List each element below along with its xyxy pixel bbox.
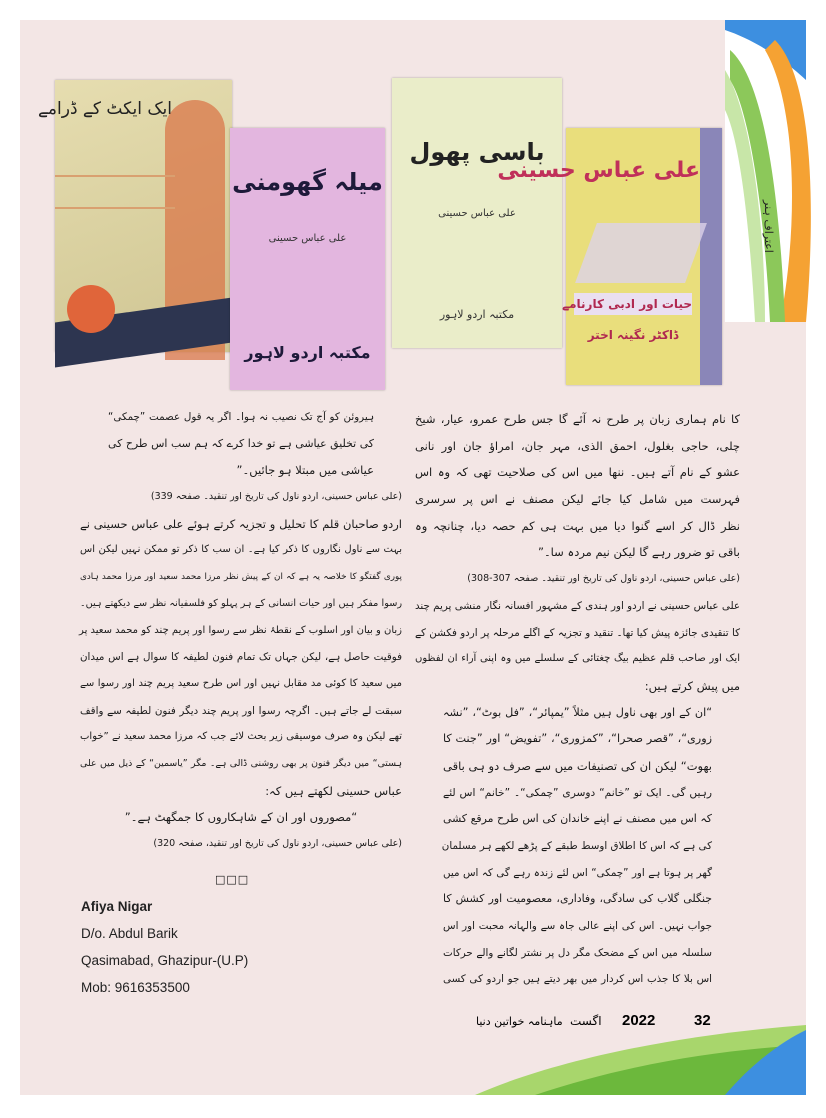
citation: (علی عباس حسینی، اردو ناول کی تاریخ اور تنقید، صفحہ 320) xyxy=(153,838,402,849)
paragraph-line: بہت سے ناول نگاروں کا ذکر کیا ہے۔ ان سب کا ذکر تو ممکن نہیں لیکن اس xyxy=(80,544,402,556)
cover-title: علی عباس حسینی xyxy=(497,158,700,183)
page-footer xyxy=(470,1008,730,1038)
paragraph-line: میں سعید کا کوئی مد مقابل نہیں اور اس طرح سعید پریم چند اور رسوا سے xyxy=(80,677,402,689)
author-phone: Mob: 9616353500 xyxy=(81,980,190,995)
paragraph-line: میں پیش کرتے ہیں: xyxy=(644,678,740,693)
paragraph-line: سبقت لے جاتے ہیں۔ اگرچہ رسوا اور پریم چند دیگر فنون لطیفہ سے واقف xyxy=(80,704,402,717)
quote-line: بھوت“ لیکن ان کی تصنیفات میں سے صرف دو ہی باقی xyxy=(443,758,712,773)
cover-title: ایک ایکٹ کے ڈرامے xyxy=(37,99,172,119)
quote-line: ہیروئن کو آج تک نصیب نہ ہوا۔ اگر یہ قول عصمت ”چمکی“ xyxy=(108,411,374,423)
paragraph-line: علی عباس حسینی نے اردو اور ہندی کے مشہور افسانہ نگار منشی پریم چند xyxy=(415,599,740,612)
book-cover-mela-ghumni xyxy=(230,128,385,390)
book-cover-hayat xyxy=(497,128,722,385)
quote-line: اس بلا کا جذب اس کردار میں بھر دیتے ہیں جو اردو کی کسی xyxy=(443,973,712,986)
paragraph-line: زبان و بیان اور اسلوب کے نقطۂ نظر سے رسوا اور پریم چند کو محمد سعید پر xyxy=(79,624,402,636)
quote-line: زوری“، ”قصر صحرا“، ”کمزوری“، ”تفویض“ اور ”جنت کا xyxy=(443,732,712,746)
book-cover-ek-act xyxy=(37,80,232,352)
quote-line: کہ اس میں مصنف نے اپنے خاندان کی اس طرح مرقع کشی xyxy=(443,812,712,826)
paragraph-line: فہرست میں شامل کیا جائے لیکن مصنف نے اس پر سرسری xyxy=(415,492,740,507)
quote-line: کی ہے کہ اس کا اطلاق اوسط طبقے کے پڑھے لکھے ہر مسلمان xyxy=(441,840,712,852)
quote-line: “ان کے اور بھی ناول ہیں مثلاً ”یمپائر“، ”فل بوٹ“، ”نشہ xyxy=(443,705,712,719)
section-label: اعتراف ہنر xyxy=(762,200,775,253)
cover-publisher: مکتبہ اردو لاہور xyxy=(439,308,515,321)
paragraph-line: فوقیت حاصل ہے، لیکن جہاں تک تمام فنون لطیفہ کا سوال ہے اس میدان xyxy=(80,651,402,664)
cover-publisher: مکتبہ اردو لاہور xyxy=(244,343,371,362)
citation: (علی عباس حسینی، اردو ناول کی تاریخ اور تنقید۔ صفحہ 307-308) xyxy=(467,573,740,585)
seal-icon xyxy=(67,285,115,333)
cover-author: علی عباس حسینی xyxy=(438,208,516,219)
paragraph-line: تھے لیکن وہ صرف موسیقی زیر بحث لائے جب کہ مرزا محمد سعید نے ”خواب xyxy=(80,731,402,743)
author-address: Qasimabad, Ghazipur-(U.P) xyxy=(81,953,249,968)
article-column-right xyxy=(415,406,740,993)
page-number: 32 xyxy=(694,1012,711,1029)
quote-line: عیاشی میں مبتلا ہو جائیں۔” xyxy=(236,463,374,478)
paragraph-line: عباس حسینی لکھتے ہیں کہ: xyxy=(265,783,402,798)
section-end-marker: □□□ xyxy=(215,873,250,886)
paragraph-line: ایک اور صاحب قلم عظیم بیگ چغتائی کے سلسلے میں وہ اپنی آراء ان لفظوں xyxy=(415,653,740,665)
cover-subtitle: حیات اور ادبی کارنامے xyxy=(574,293,692,315)
section-banner xyxy=(725,20,806,322)
author-parent: D/o. Abdul Barik xyxy=(81,926,178,941)
issue-year: 2022 xyxy=(622,1012,656,1029)
author-name: Afiya Nigar xyxy=(81,899,153,914)
cover-author: ڈاکٹر نگینہ اختر xyxy=(587,328,679,342)
magazine-name: ماہنامہ خواتین دنیا xyxy=(476,1015,563,1028)
quote-line: جواب نہیں۔ اس کی اپنے عالی جاہ سے والہانہ محبت اور اس xyxy=(443,920,712,933)
quote-line: گھر پر ہوتا ہے اور ”چمکی“ اس لئے زندہ رہے گی کہ اس میں xyxy=(443,866,712,879)
issue-month: اگست xyxy=(570,1014,602,1028)
paragraph-line: اردو صاحبان قلم کا تحلیل و تجزیہ کرتے ہوئے علی عباس حسینی نے xyxy=(80,516,402,531)
quote-line: جنگلی گلاب کی سادگی، وفاداری، معصومیت اور کشش کا xyxy=(443,892,712,906)
citation: (علی عباس حسینی، اردو ناول کی تاریخ اور تنقید۔ صفحہ 339) xyxy=(150,491,402,503)
paragraph-line: کا نام ہماری زبان پر طرح نہ آئے گا جس طرح عمرو، عیار، شیخ xyxy=(415,412,740,426)
author-block xyxy=(81,873,248,1001)
paragraph-line: پوری گفتگو کا خلاصہ یہ ہے کہ ان کے پیش نظر مرزا محمد سعید اور مرزا محمد ہادی xyxy=(80,572,402,583)
article-column-left xyxy=(80,404,402,858)
cover-title: باسی پھول xyxy=(409,138,545,166)
paragraph-line: ہستی“ میں دیگر فنون پر بھی روشنی ڈالی ہے۔ مگر ”یاسمین“ کے ذیل میں علی xyxy=(80,757,402,769)
quote-line: سلسلہ میں اس کے مضحک مگر دل پر نشتر لگانے والے حرکات xyxy=(443,946,712,959)
cover-title: میلہ گھومنی xyxy=(232,168,383,196)
paragraph-line: عشو کے نام آتے ہیں۔ ننھا میں اس کی صلاحیت تھی کہ وہ اس xyxy=(415,465,740,480)
quote-line: کی تخلیق عیاشی ہے تو خدا کرے کہ ہم سب اس طرح کی xyxy=(108,436,374,450)
paragraph-line: رسوا مفکر ہیں اور حیات انسانی کے ہر پہلو کو فلسفیانہ نظر سے دیکھتے ہیں۔ xyxy=(80,597,402,609)
quote-line: “مصوروں اور ان کے شاہکاروں کا جمگھٹ ہے۔” xyxy=(124,810,358,825)
quote-line: رہیں گی۔ ایک تو ”خانم“ دوسری ”چمکی“۔ ”خانم“ اس لئے xyxy=(443,786,712,799)
book-cover-basi-phool xyxy=(392,78,562,348)
paragraph-line: کا تنقیدی جائزہ پیش کیا تھا۔ تنقید و تجزیہ کے اگلے مرحلہ پر اردو فکشن کے xyxy=(415,626,740,639)
paragraph-line: باقی تو ضرور رہے گا لیکن نیم مردہ سا۔” xyxy=(537,545,740,560)
cover-author: علی عباس حسینی xyxy=(268,233,347,244)
paragraph-line: نظر ڈال کر اسے گنوا دیا میں بہت ہی کم حصہ دیا، چنانچہ وہ xyxy=(415,518,740,533)
paragraph-line: چلی، حاجی بغلول، احمق الذی، مہر جان، امراؤ جان اور نانی xyxy=(415,438,740,453)
